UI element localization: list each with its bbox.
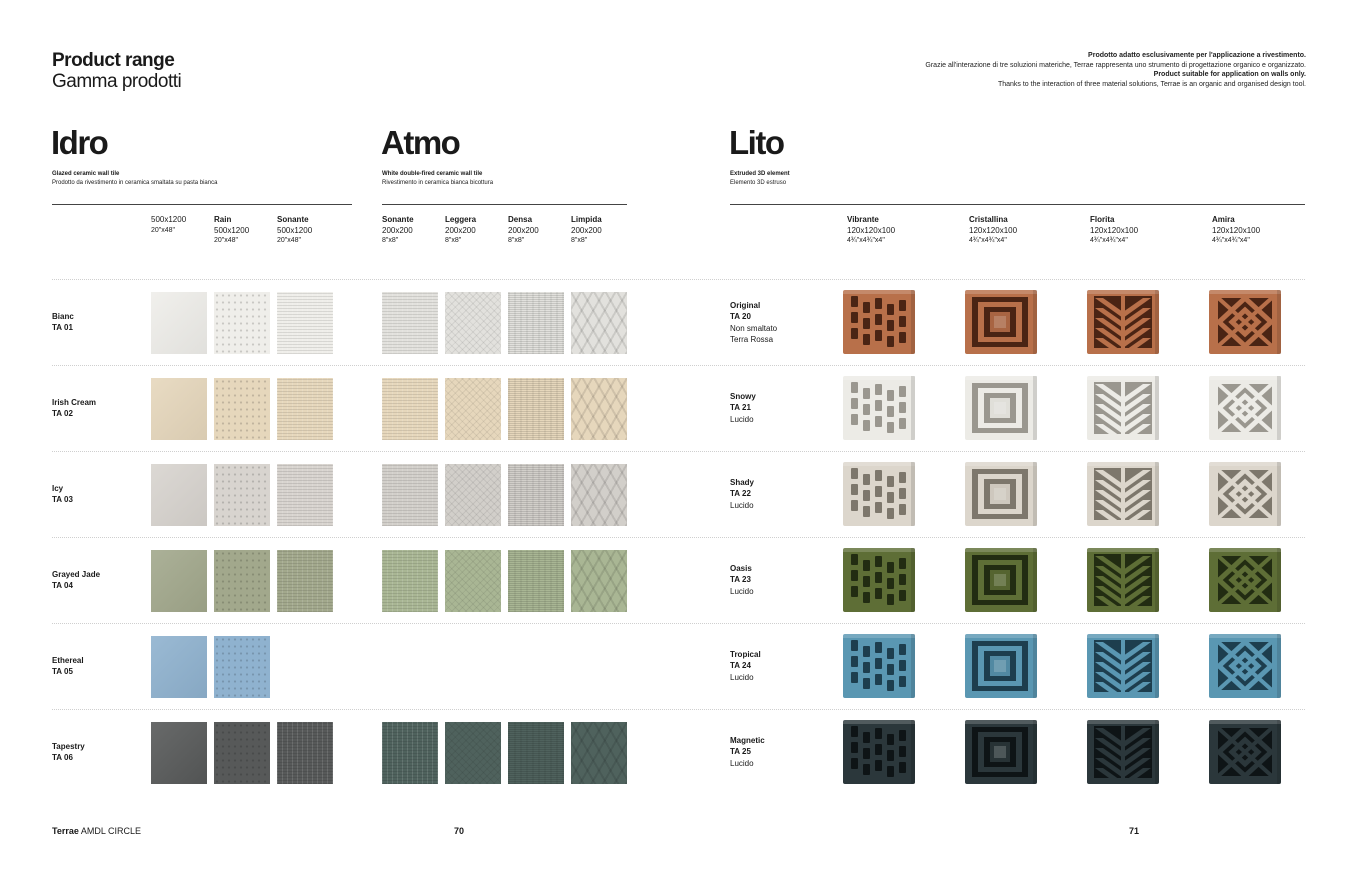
color-code: TA 23 [730,575,751,584]
lito-cristallina-block [965,376,1037,440]
idro-sonante-tile [277,464,333,526]
color-name: Snowy [730,392,756,401]
color-code: TA 25 [730,747,751,756]
col-size: 200x200 [571,225,602,235]
lito-vibrante-block [843,462,915,526]
desc-en: Glazed ceramic wall tile [52,171,120,177]
lito-florita-block [1087,376,1159,440]
finish: Lucido [730,673,754,682]
col-imperial: 8"x8" [445,237,462,244]
idro-rain-tile [214,550,270,612]
lito-label-oasis [730,563,754,597]
lito-amira-block [1209,548,1281,612]
idro-sonante-tile [277,378,333,440]
idro-sonante-tile [277,722,333,784]
atmo-leggera-tile [445,292,501,354]
col-head-atmo-limpida [571,215,602,247]
atmo-limpida-tile [571,550,627,612]
col-imperial: 4¾"x4¾"x4" [847,237,885,244]
footer-brand [52,826,141,836]
atmo-leggera-tile [445,550,501,612]
color-name: Oasis [730,564,752,573]
lito-amira-block [1209,462,1281,526]
lito-cristallina-block [965,634,1037,698]
lito-label-snowy [730,391,756,425]
col-size: 500x1200 [151,215,187,224]
collection-desc-atmo [382,170,493,187]
collection-title-lito: Lito [729,124,784,161]
lito-florita-block [1087,720,1159,784]
desc-en: Extruded 3D element [730,171,790,177]
col-size: 120x120x100 [1212,225,1261,235]
col-head-lito-cristallina [969,215,1017,247]
col-imperial: 8"x8" [571,237,588,244]
col-size: 120x120x100 [847,225,896,235]
col-head-lito-florita [1090,215,1138,247]
lito-vibrante-block [843,720,915,784]
idro-tile [151,464,207,526]
col-name: Rain [214,215,232,224]
col-imperial: 4¾"x4¾"x4" [1212,237,1250,244]
col-name: Sonante [277,215,309,224]
idro-rain-tile [214,378,270,440]
finish: Non smaltato [730,324,778,333]
color-code: TA 20 [730,312,751,321]
finish: Lucido [730,759,754,768]
lito-vibrante-block [843,290,915,354]
idro-sonante-tile [277,550,333,612]
lito-vibrante-block [843,376,915,440]
lito-vibrante-block [843,634,915,698]
atmo-limpida-tile [571,464,627,526]
desc-it: Prodotto da rivestimento in ceramica smaltata su pasta bianca [52,179,218,186]
col-name: Florita [1090,215,1115,224]
col-imperial: 8"x8" [382,237,399,244]
idro-rain-tile [214,292,270,354]
col-name: Amira [1212,215,1235,224]
lito-cristallina-block [965,548,1037,612]
series-name: AMDL CIRCLE [80,826,142,836]
row-divider [52,365,1305,366]
color-code: TA 06 [52,752,73,762]
lito-amira-block [1209,634,1281,698]
page-number-right: 71 [1129,826,1140,836]
col-size: 120x120x100 [1090,225,1139,235]
atmo-densa-tile [508,292,564,354]
color-code: TA 02 [52,408,73,418]
color-code: TA 03 [52,494,73,504]
divider-lito [730,204,1305,205]
col-size: 500x1200 [277,225,313,235]
col-size: 120x120x100 [969,225,1018,235]
lito-cristallina-block [965,290,1037,354]
col-size: 200x200 [508,225,539,235]
col-size: 200x200 [445,225,476,235]
color-name: Ethereal [52,656,84,665]
atmo-densa-tile [508,378,564,440]
color-code: TA 21 [730,403,751,412]
collection-desc-lito [730,170,790,187]
idro-tile [151,722,207,784]
atmo-sonante-tile [382,722,438,784]
col-name: Cristallina [969,215,1008,224]
lito-label-original [730,300,777,345]
color-name: Icy [52,484,64,493]
lito-amira-block [1209,720,1281,784]
col-size: 200x200 [382,225,413,235]
idro-tile [151,636,207,698]
atmo-sonante-tile [382,464,438,526]
page-number-left: 70 [454,826,465,836]
atmo-densa-tile [508,722,564,784]
atmo-densa-tile [508,464,564,526]
page-title: Product range [52,50,175,71]
col-name: Sonante [382,215,414,224]
lito-florita-block [1087,634,1159,698]
note-it-bold: Prodotto adatto esclusivamente per l'applicazione a rivestimento. [1088,52,1306,59]
collection-desc-idro [52,170,217,187]
row-label-icy [52,484,73,505]
finish-extra: Terra Rossa [730,335,774,344]
row-divider [52,537,1305,538]
atmo-limpida-tile [571,378,627,440]
lito-florita-block [1087,290,1159,354]
note-en-bold: Product suitable for application on walls only. [1153,71,1306,78]
note-en: Thanks to the interaction of three material solutions, Terrae is an organic and organised design tool. [997,80,1306,88]
idro-rain-tile [214,636,270,698]
col-head-idro-sonante [277,215,312,247]
col-imperial: 20"x48" [214,237,239,244]
lito-florita-block [1087,462,1159,526]
col-imperial: 8"x8" [508,237,525,244]
lito-label-shady [730,477,754,511]
desc-en: White double-fired ceramic wall tile [382,171,483,177]
collection-title-idro: Idro [51,124,108,161]
row-divider [52,623,1305,624]
desc-it: Elemento 3D estruso [730,179,787,186]
idro-tile [151,550,207,612]
atmo-limpida-tile [571,722,627,784]
atmo-leggera-tile [445,378,501,440]
brand-name: Terrae [52,826,79,836]
col-head-idro-plain [151,215,186,236]
lito-label-magnetic [730,735,765,769]
color-name: Shady [730,478,755,487]
atmo-leggera-tile [445,722,501,784]
lito-amira-block [1209,376,1281,440]
lito-vibrante-block [843,548,915,612]
color-code: TA 22 [730,489,751,498]
color-name: Bianc [52,312,74,321]
finish: Lucido [730,501,754,510]
lito-amira-block [1209,290,1281,354]
col-imperial: 20"x48" [151,226,176,234]
color-code: TA 04 [52,580,73,590]
color-name: Tropical [730,650,761,659]
col-head-atmo-densa [508,215,539,247]
color-name: Magnetic [730,736,765,745]
color-name: Original [730,301,761,310]
idro-sonante-tile [277,292,333,354]
idro-tile [151,292,207,354]
page-subtitle: Gamma prodotti [52,71,182,92]
atmo-sonante-tile [382,550,438,612]
col-name: Densa [508,215,533,224]
color-name: Tapestry [52,742,85,751]
col-head-atmo-sonante [382,215,414,247]
lito-florita-block [1087,548,1159,612]
collection-title-atmo: Atmo [381,124,460,161]
idro-tile [151,378,207,440]
color-name: Irish Cream [52,398,97,407]
row-label-irish-cream [52,398,96,419]
atmo-leggera-tile [445,464,501,526]
row-divider [52,451,1305,452]
atmo-sonante-tile [382,378,438,440]
col-size: 500x1200 [214,225,250,235]
finish: Lucido [730,415,754,424]
divider-idro [52,204,352,205]
color-code: TA 05 [52,666,73,676]
col-name: Limpida [571,215,602,224]
desc-it: Rivestimento in ceramica bianca bicottura [382,179,494,186]
col-head-idro-rain [214,215,249,247]
col-head-lito-amira [1212,215,1260,247]
col-head-atmo-leggera [445,215,476,247]
finish: Lucido [730,587,754,596]
row-divider [52,709,1305,710]
idro-rain-tile [214,464,270,526]
idro-rain-tile [214,722,270,784]
atmo-limpida-tile [571,292,627,354]
lito-cristallina-block [965,720,1037,784]
row-divider [52,279,1305,280]
note-it: Grazie all'interazione di tre soluzioni materiche, Terrae rappresenta uno strumento di progettazione organico e organizzato. [925,61,1306,69]
divider-atmo [382,204,627,205]
row-label-ethereal [52,656,84,677]
color-code: TA 24 [730,661,751,670]
col-name: Vibrante [847,215,879,224]
lito-cristallina-block [965,462,1037,526]
row-label-grayed-jade [52,570,100,591]
atmo-densa-tile [508,550,564,612]
col-imperial: 20"x48" [277,237,302,244]
atmo-sonante-tile [382,292,438,354]
row-label-bianc [52,312,74,333]
lito-label-tropical [730,649,761,683]
col-imperial: 4¾"x4¾"x4" [1090,237,1128,244]
color-name: Grayed Jade [52,570,101,579]
col-name: Leggera [445,215,477,224]
product-notes [925,51,1306,89]
col-head-lito-vibrante [847,215,895,247]
row-label-tapestry [52,742,85,763]
col-imperial: 4¾"x4¾"x4" [969,237,1007,244]
color-code: TA 01 [52,322,73,332]
